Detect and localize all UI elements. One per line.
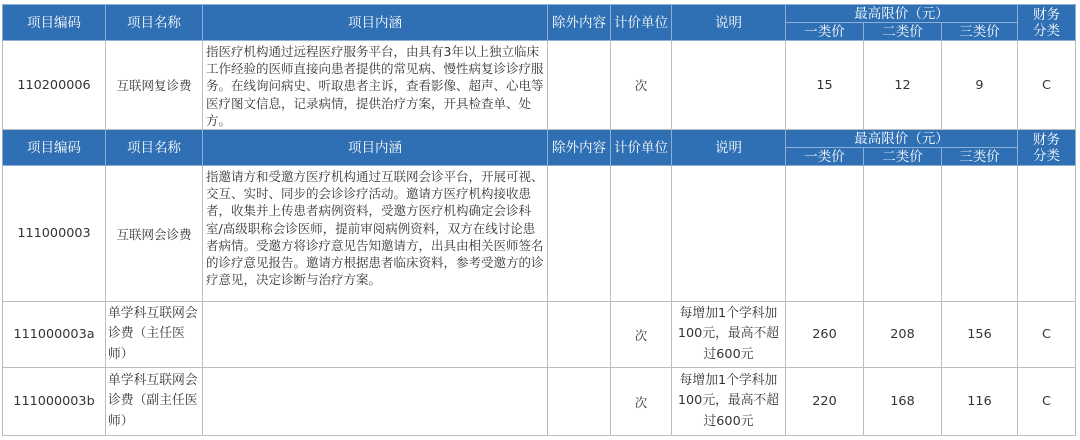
- row-unit: [611, 166, 672, 302]
- header-finance-line2: 分类: [1033, 22, 1061, 39]
- row-unit: 次: [611, 302, 672, 368]
- row-content: [203, 368, 548, 436]
- row-finance: C: [1018, 41, 1076, 130]
- row-content: [203, 302, 548, 368]
- header-finance-line1: 财务: [1033, 131, 1061, 148]
- row-content: 指医疗机构通过远程医疗服务平台，由具有3年以上独立临床工作经验的医师直接向患者提供的常见病、慢性病复诊诊疗服务。在线询问病史、听取患者主诉，查看影像、超声、心电等医疗图文信息，记录病情，提供治疗方案，开具检查单、处方。: [203, 41, 548, 130]
- row-name: 互联网复诊费: [106, 41, 203, 130]
- row-excluded: [548, 302, 611, 368]
- row-unit: 次: [611, 368, 672, 436]
- header-class2: 二类价: [864, 148, 942, 166]
- row-name: 单学科互联网会诊费（副主任医师）: [106, 368, 203, 436]
- header-finance: [1018, 130, 1076, 166]
- row-excluded: [548, 368, 611, 436]
- row-class1: 15: [786, 41, 864, 130]
- header-finance-line1: 财务: [1033, 6, 1061, 23]
- row-class1: 220: [786, 368, 864, 436]
- header-excluded: 除外内容: [548, 5, 611, 41]
- table-row: [3, 166, 1076, 302]
- row-name: 互联网会诊费: [106, 166, 203, 302]
- fee-table: [2, 4, 1076, 436]
- header-max-price: 最高限价（元）: [786, 130, 1018, 148]
- header-max-price: 最高限价（元）: [786, 5, 1018, 23]
- row-note: 每增加1个学科加100元，最高不超过600元: [672, 302, 786, 368]
- row-code: 110200006: [3, 41, 106, 130]
- row-class2: 208: [864, 302, 942, 368]
- row-finance: [1018, 166, 1076, 302]
- row-code: 111000003a: [3, 302, 106, 368]
- header-class3: 三类价: [942, 148, 1018, 166]
- row-class2: 168: [864, 368, 942, 436]
- table-row: [3, 302, 1076, 368]
- row-class3: 9: [942, 41, 1018, 130]
- header-class1: 一类价: [786, 148, 864, 166]
- row-class3: 156: [942, 302, 1018, 368]
- header-name: 项目名称: [106, 5, 203, 41]
- table-header-row: [3, 130, 1076, 148]
- row-note: 每增加1个学科加100元，最高不超过600元: [672, 368, 786, 436]
- row-content: 指邀请方和受邀方医疗机构通过互联网会诊平台，开展可视、交互、实时、同步的会诊诊疗活动。邀请方医疗机构接收患者，收集并上传患者病例资料，受邀方医疗机构确定会诊科室/高级职称会诊医师，提前审阅病例资料，双方在线讨论患者病情。受邀方将诊疗意见告知邀请方，出具由相关医师签名的诊疗意见报告。邀请方根据患者临床资料，参考受邀方的诊疗意见，决定诊断与治疗方案。: [203, 166, 548, 302]
- header-name: 项目名称: [106, 130, 203, 166]
- header-content: 项目内涵: [203, 5, 548, 41]
- header-excluded: 除外内容: [548, 130, 611, 166]
- row-note: [672, 166, 786, 302]
- row-note: [672, 41, 786, 130]
- table-row: [3, 368, 1076, 436]
- header-class1: 一类价: [786, 23, 864, 41]
- row-code: 111000003b: [3, 368, 106, 436]
- row-class1: [786, 166, 864, 302]
- table-header-row: [3, 5, 1076, 23]
- row-finance: C: [1018, 302, 1076, 368]
- row-unit: 次: [611, 41, 672, 130]
- row-class2: 12: [864, 41, 942, 130]
- row-code: 111000003: [3, 166, 106, 302]
- header-class3: 三类价: [942, 23, 1018, 41]
- header-note: 说明: [672, 130, 786, 166]
- header-finance: [1018, 5, 1076, 41]
- row-class3: [942, 166, 1018, 302]
- row-excluded: [548, 166, 611, 302]
- header-unit: 计价单位: [611, 130, 672, 166]
- header-finance-line2: 分类: [1033, 147, 1061, 164]
- row-name: 单学科互联网会诊费（主任医师）: [106, 302, 203, 368]
- header-code: 项目编码: [3, 130, 106, 166]
- header-note: 说明: [672, 5, 786, 41]
- row-excluded: [548, 41, 611, 130]
- row-class3: 116: [942, 368, 1018, 436]
- header-class2: 二类价: [864, 23, 942, 41]
- header-content: 项目内涵: [203, 130, 548, 166]
- header-code: 项目编码: [3, 5, 106, 41]
- row-finance: C: [1018, 368, 1076, 436]
- header-unit: 计价单位: [611, 5, 672, 41]
- table-row: [3, 41, 1076, 130]
- row-class1: 260: [786, 302, 864, 368]
- row-class2: [864, 166, 942, 302]
